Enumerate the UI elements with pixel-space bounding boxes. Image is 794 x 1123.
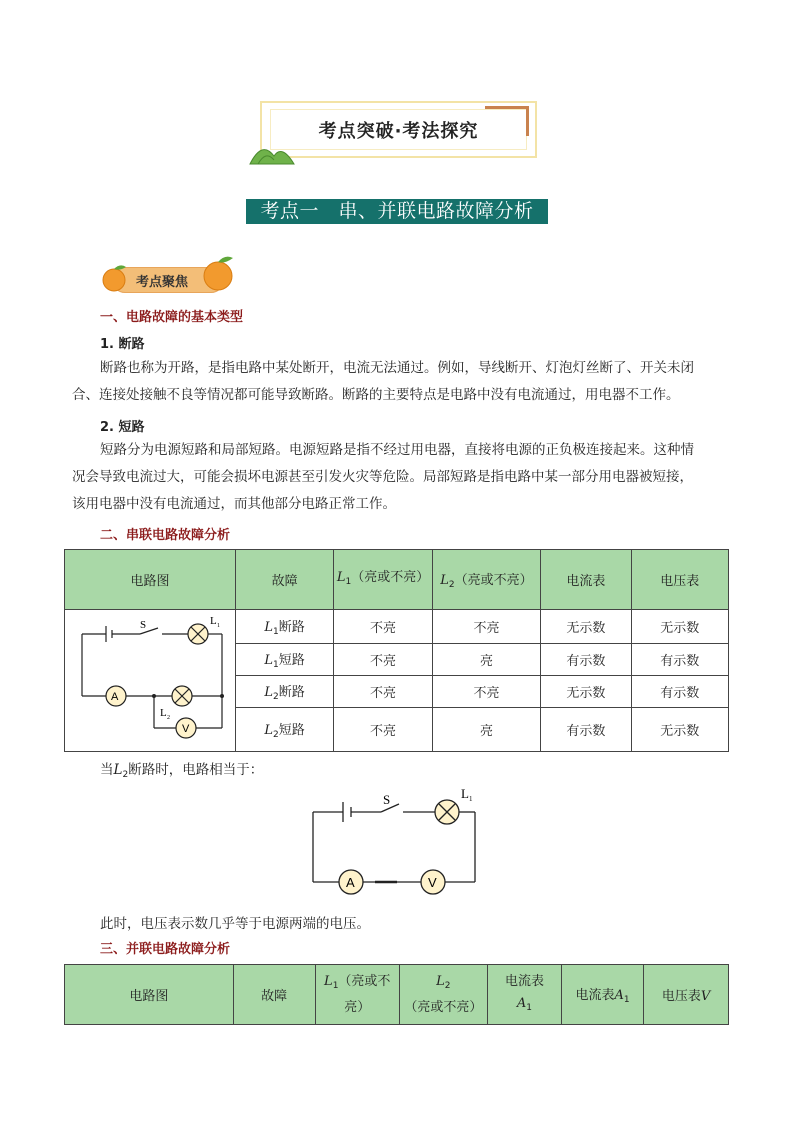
col-header-l2 — [432, 550, 540, 610]
col-header-l1 — [315, 965, 399, 1025]
fault-symbol: L — [264, 620, 274, 635]
part3-heading: 三、并联电路故障分析 — [100, 942, 231, 957]
a-symbol: A — [614, 988, 624, 1003]
col-header-diagram: 电路图 — [65, 965, 234, 1025]
l2-header-text: （亮或不亮） — [454, 573, 533, 588]
col-header-l1 — [334, 550, 432, 610]
col-header-ammeter: 电流表 — [541, 550, 631, 610]
fault-text: 断路 — [278, 685, 305, 700]
col-header-voltmeter — [644, 965, 729, 1025]
fault-cell — [235, 676, 333, 708]
fault-symbol: L — [264, 723, 274, 738]
ammeter-label: A — [346, 875, 355, 890]
v-symbol: V — [700, 989, 711, 1004]
section-heading: 考点一 串、并联电路故障分析 — [246, 199, 548, 224]
when-symbol: L — [113, 762, 123, 778]
l1-cell: 不亮 — [334, 644, 432, 676]
a1-symbol: A — [516, 995, 527, 1011]
fault-symbol: L — [264, 653, 274, 668]
voltmeter-cell: 无示数 — [631, 610, 728, 644]
part1-heading: 一、电路故障的基本类型 — [100, 310, 244, 325]
fault-cell — [235, 708, 333, 752]
table-row — [65, 610, 729, 644]
switch-label: S — [139, 618, 147, 631]
lamp1-label-sub: 1 — [216, 622, 220, 629]
ammeter-cell: 有示数 — [541, 708, 631, 752]
mountain-icon — [248, 136, 298, 166]
ammeter-cell: 有示数 — [541, 644, 631, 676]
col-header-voltmeter: 电压表 — [631, 550, 728, 610]
l1-cell: 不亮 — [334, 676, 432, 708]
l2-cell: 不亮 — [432, 610, 540, 644]
part2-heading: 二、串联电路故障分析 — [100, 528, 231, 543]
l2-cell: 不亮 — [432, 676, 540, 708]
fault-text: 断路 — [278, 620, 305, 635]
fault-subscript: 2 — [273, 692, 279, 702]
paragraph-short-circuit-cont2 — [72, 491, 732, 519]
parallel-fault-table — [64, 964, 729, 1025]
col-header-ammeter-a — [562, 965, 644, 1025]
col-header-ammeter-a1 — [487, 965, 561, 1025]
banner-title: 考点突破·考法探究 — [318, 121, 479, 142]
lamp-label-sub: 1 — [469, 795, 473, 803]
ammeter-cell: 无示数 — [541, 610, 631, 644]
lamp-label: L — [461, 786, 469, 801]
fault-cell — [235, 644, 333, 676]
fault-subscript: 1 — [273, 660, 279, 670]
series-fault-table — [64, 549, 729, 752]
a1-header-text: 电流表 — [504, 973, 544, 989]
l1-header-text: （亮或不亮） — [351, 569, 430, 585]
para-line: 况会导致电流过大，可能会损坏电源甚至引发火灾等危险。局部短路是指电路中某一部分用电器被短接， — [72, 469, 693, 485]
para-line: 短路分为电源短路和局部短路。电源短路是指不经过用电器，直接将电源的正负极连接起来。这种情 — [100, 442, 694, 458]
a1-subscript: 1 — [526, 1002, 533, 1013]
orange-fruit-icon — [200, 253, 236, 293]
banner-decoration-bar — [485, 106, 529, 109]
l1-cell: 不亮 — [334, 610, 432, 644]
equivalent-circuit-diagram — [305, 786, 485, 896]
paragraph-open-circuit — [100, 355, 730, 383]
when-pre: 当 — [100, 762, 114, 778]
l1-header-text: （亮或不亮） — [338, 973, 391, 1015]
fault-text: 短路 — [278, 653, 305, 668]
part1-sub1: 1. 断路 — [100, 337, 145, 352]
l2-cell: 亮 — [432, 708, 540, 752]
voltmeter-cell: 无示数 — [631, 708, 728, 752]
series-circuit-diagram — [70, 616, 230, 746]
col-header-fault: 故障 — [233, 965, 315, 1025]
series-circuit-cell — [65, 610, 236, 752]
banner-decoration-bar-vertical — [526, 109, 529, 136]
l1-subscript: 1 — [345, 576, 352, 587]
voltmeter-cell: 有示数 — [631, 644, 728, 676]
fault-cell — [235, 610, 333, 644]
col-header-diagram: 电路图 — [65, 550, 236, 610]
voltmeter-label: V — [428, 875, 437, 890]
focus-label: 考点聚焦 — [136, 275, 189, 290]
l2-subscript: 2 — [448, 580, 455, 590]
title-banner — [260, 101, 537, 158]
paragraph-open-circuit-cont — [72, 382, 732, 410]
paragraph-short-circuit-cont — [72, 464, 732, 492]
para-line: 合、连接处接触不良等情况都可能导致断路。断路的主要特点是电路中没有电流通过，用电器不工作。 — [72, 387, 680, 403]
voltmeter-label: V — [181, 722, 190, 735]
voltage-note: 此时，电压表示数几乎等于电源两端的电压。 — [100, 916, 370, 932]
para-line: 该用电器中没有电流通过，而其他部分电路正常工作。 — [72, 496, 396, 512]
l1-symbol: L — [336, 569, 346, 585]
lamp2-label-sub: 2 — [166, 714, 170, 721]
fault-text: 短路 — [278, 723, 305, 738]
ammeter-label: A — [110, 690, 119, 703]
a-header-text: 电流表 — [575, 988, 615, 1003]
part1-sub2: 2. 短路 — [100, 420, 145, 435]
v-header-text: 电压表 — [661, 989, 701, 1004]
l2-symbol: L — [440, 573, 449, 588]
l2-symbol: L — [436, 973, 445, 989]
para-line: 断路也称为开路，是指电路中某处断开，电流无法通过。例如，导线断开、灯泡灯丝断了、开关未闭 — [100, 360, 694, 376]
col-header-l2 — [399, 965, 487, 1025]
fault-subscript: 2 — [273, 730, 279, 740]
l2-subscript: 2 — [444, 980, 451, 991]
paragraph-short-circuit — [100, 437, 730, 465]
lamp1-label: L — [209, 615, 217, 627]
switch-label: S — [383, 792, 391, 807]
when-l2-open-line — [100, 758, 263, 780]
lamp2-label: L — [159, 706, 167, 719]
a-subscript: 1 — [623, 995, 630, 1005]
voltmeter-cell: 有示数 — [631, 676, 728, 708]
when-subscript: 2 — [122, 770, 129, 780]
l1-subscript: 1 — [332, 980, 339, 991]
fault-subscript: 1 — [273, 627, 279, 637]
l2-header-text: （亮或不亮） — [404, 999, 483, 1015]
col-header-fault: 故障 — [235, 550, 333, 610]
l2-cell: 亮 — [432, 644, 540, 676]
l1-cell: 不亮 — [334, 708, 432, 752]
orange-fruit-icon — [100, 262, 130, 294]
ammeter-cell: 无示数 — [541, 676, 631, 708]
fault-symbol: L — [264, 685, 274, 700]
when-post: 断路时，电路相当于： — [128, 762, 264, 778]
l1-symbol: L — [324, 973, 333, 989]
